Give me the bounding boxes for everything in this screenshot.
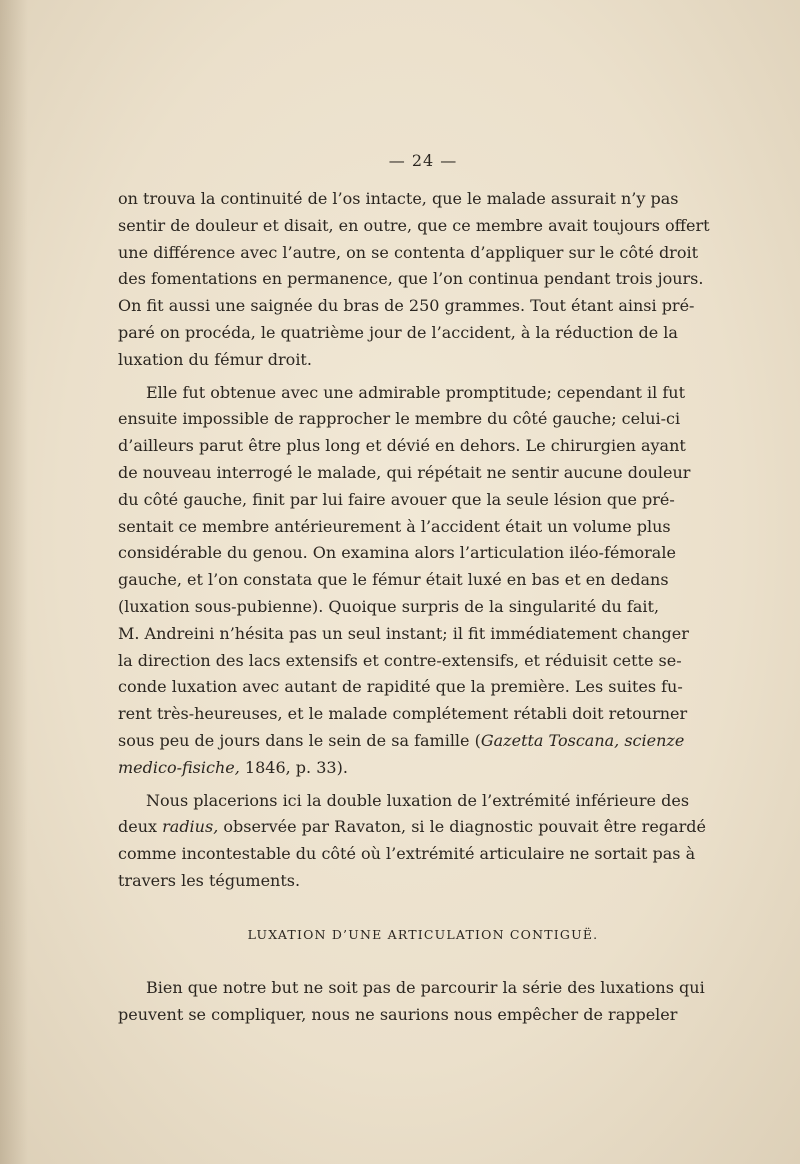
paragraph-2 <box>118 380 728 782</box>
text-line: M. Andreini n’hésita pas un seul instant; il fit immédiatement changer <box>118 623 689 643</box>
page-number: — 24 — <box>388 151 458 170</box>
text-span: observée par Ravaton, si le diagnostic pouvait être regardé <box>218 817 706 837</box>
text-line: sentir de douleur et disait, en outre, que ce membre avait toujours offert <box>118 215 710 235</box>
text-line: on trouva la continuité de l’os intacte, que le malade assurait n’y pas <box>118 189 679 208</box>
text-line: la direction des lacs extensifs et contre-extensifs, et réduisit cette se- <box>118 650 682 670</box>
paragraph-1 <box>118 186 728 374</box>
citation-title: Gazetta Toscana, scienze <box>480 730 685 750</box>
text-line-citation <box>118 728 728 755</box>
page-text <box>118 150 728 1028</box>
page-edge-shadow <box>0 0 28 1164</box>
text-line: rent très-heureuses, et le malade complétement rétabli doit retourner <box>118 704 688 724</box>
italic-term: radius, <box>162 817 219 837</box>
text-line: comme incontestable du côté où l’extrémité articulaire ne sortait pas à <box>118 844 696 864</box>
text-line: luxation du fémur droit. <box>118 349 312 369</box>
text-line: sentait ce membre antérieurement à l’accident était un volume plus <box>118 516 671 536</box>
citation-title-cont: medico-fisiche, <box>118 757 240 777</box>
text-line: conde luxation avec autant de rapidité que la première. Les suites fu- <box>118 677 683 697</box>
text-line: des fomentations en permanence, que l’on continua pendant trois jours. <box>118 269 704 289</box>
text-line: travers les téguments. <box>118 870 301 890</box>
text-line: du côté gauche, finit par lui faire avouer que la seule lésion que pré- <box>118 489 675 509</box>
text-line: (luxation sous-pubienne). Quoique surpris de la singularité du fait, <box>118 596 660 616</box>
text-line: paré on procéda, le quatrième jour de l’accident, à la réduction de la <box>118 322 678 342</box>
text-span: deux <box>118 817 163 837</box>
text-line <box>118 814 728 841</box>
citation-details: 1846, p. 33). <box>239 757 348 777</box>
text-line: gauche, et l’on constata que le fémur était luxé en bas et en dedans <box>118 570 669 590</box>
text-line: une différence avec l’autre, on se contenta d’appliquer sur le côté droit <box>118 242 699 262</box>
text-line: d’ailleurs parut être plus long et dévié en dehors. Le chirurgien ayant <box>118 436 686 456</box>
text-line: On fit aussi une saignée du bras de 250 grammes. Tout étant ainsi pré- <box>118 296 695 316</box>
section-heading: LUXATION D’UNE ARTICULATION CONTIGUË. <box>247 926 599 942</box>
text-line: de nouveau interrogé le malade, qui répétait ne sentir aucune douleur <box>118 462 691 482</box>
paragraph-3 <box>118 788 728 895</box>
text-line: Nous placerions ici la double luxation de l’extrémité inférieure des <box>146 790 690 810</box>
text-line: ensuite impossible de rapprocher le membre du côté gauche; celui-ci <box>118 409 681 429</box>
text-line: Bien que notre but ne soit pas de parcourir la série des luxations qui <box>146 977 705 997</box>
text-line: peuvent se compliquer, nous ne saurions nous empêcher de rappeler <box>118 1004 678 1024</box>
paragraph-4 <box>118 975 728 1029</box>
text-line: considérable du genou. On examina alors l’articulation iléo-fémorale <box>118 543 676 563</box>
text-line-citation <box>118 755 728 782</box>
text-span: sous peu de jours dans le sein de sa famille ( <box>118 730 481 750</box>
text-line: Elle fut obtenue avec une admirable promptitude; cependant il fut <box>146 382 686 402</box>
